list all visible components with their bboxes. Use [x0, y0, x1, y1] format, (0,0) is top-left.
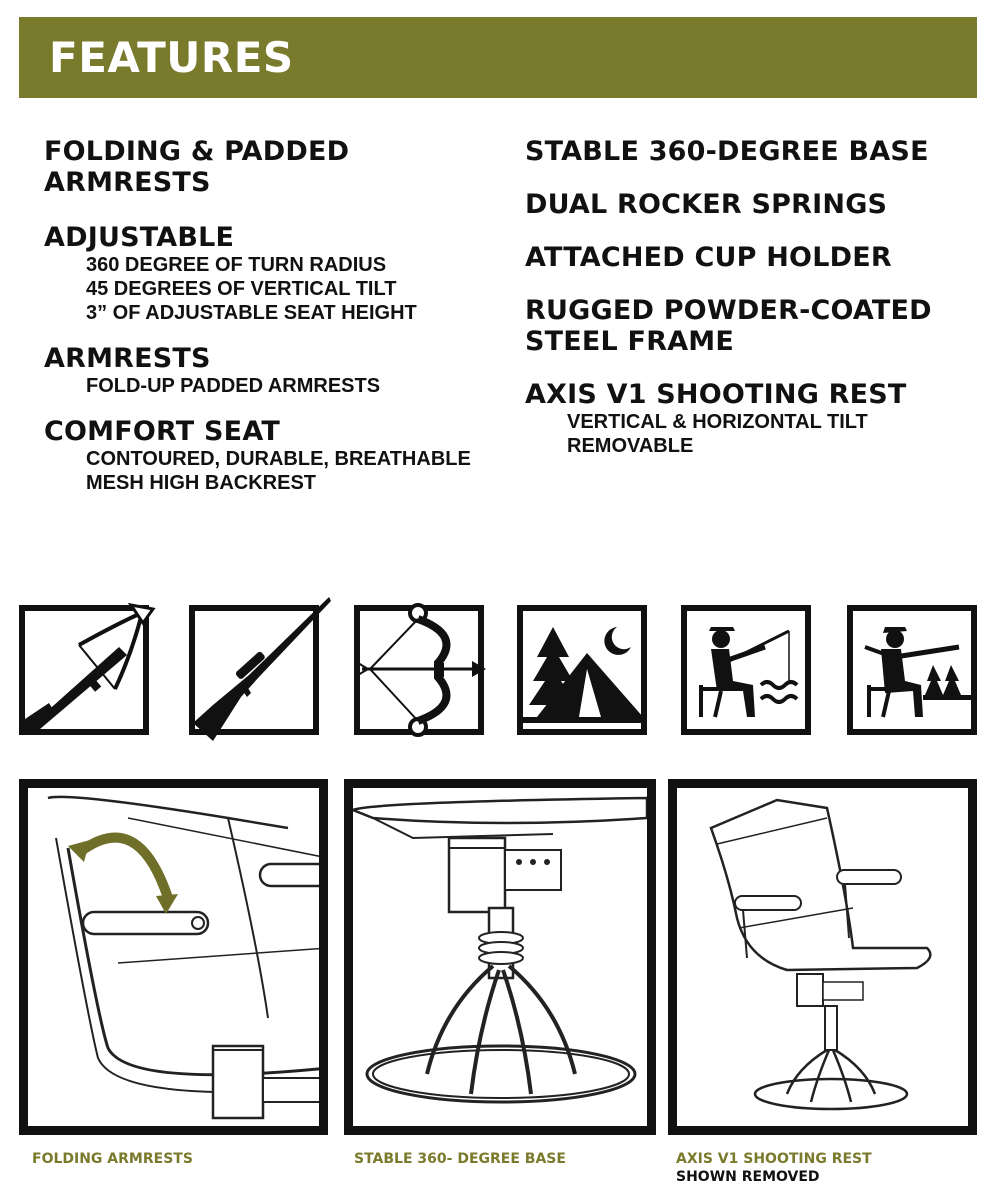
features-banner [19, 17, 977, 98]
features-left-column [44, 136, 514, 509]
feature-detail: CONTOURED, DURABLE, BREATHABLE [86, 448, 471, 470]
feature-folding-armrests [44, 136, 514, 198]
feature-title: ADJUSTABLE [44, 222, 235, 253]
feature-detail: REMOVABLE [567, 435, 694, 457]
folding-armrests-illustration [19, 779, 328, 1135]
feature-detail: 45 DEGREES OF VERTICAL TILT [86, 278, 397, 300]
feature-title: DUAL ROCKER SPRINGS [525, 189, 888, 220]
feature-cup-holder [525, 242, 985, 273]
rifle-icon [189, 605, 319, 735]
features-heading: FEATURES [49, 33, 294, 82]
fishing-icon [681, 605, 811, 735]
feature-detail: MESH HIGH BACKREST [86, 472, 317, 494]
feature-title: STABLE 360-DEGREE BASE [525, 136, 929, 167]
hunting-shooter-icon [847, 605, 977, 735]
feature-title: FOLDING & PADDED ARMRESTS [44, 136, 350, 198]
feature-armrests [44, 343, 514, 398]
feature-detail: FOLD-UP PADDED ARMRESTS [86, 375, 381, 397]
feature-comfort-seat [44, 416, 514, 495]
activity-icons-row [19, 605, 979, 741]
feature-title: ATTACHED CUP HOLDER [525, 242, 892, 273]
features-right-column [525, 136, 985, 472]
crossbow-icon [19, 605, 149, 735]
feature-title: ARMRESTS [44, 343, 211, 374]
feature-detail: 360 DEGREE OF TURN RADIUS [86, 254, 387, 276]
feature-title: STEEL FRAME [525, 326, 734, 357]
feature-title: COMFORT SEAT [44, 416, 280, 447]
feature-detail: VERTICAL & HORIZONTAL TILT [567, 411, 868, 433]
feature-title: AXIS V1 SHOOTING REST [525, 379, 907, 410]
full-chair-illustration [668, 779, 977, 1135]
caption-folding-armrests: FOLDING ARMRESTS [32, 1151, 193, 1167]
caption-shown-removed: SHOWN REMOVED [676, 1169, 820, 1185]
feature-detail: 3” OF ADJUSTABLE SEAT HEIGHT [86, 302, 417, 324]
feature-rocker-springs [525, 189, 985, 220]
feature-steel-frame [525, 295, 985, 357]
swivel-base-illustration [344, 779, 656, 1135]
caption-shooting-rest: AXIS V1 SHOOTING REST [676, 1151, 872, 1167]
feature-adjustable [44, 222, 514, 325]
compound-bow-icon [354, 605, 484, 735]
feature-title: RUGGED POWDER-COATED [525, 295, 932, 326]
camping-tent-icon [517, 605, 647, 735]
caption-stable-base: STABLE 360- DEGREE BASE [354, 1151, 566, 1167]
feature-shooting-rest [525, 379, 985, 458]
feature-stable-base [525, 136, 985, 167]
